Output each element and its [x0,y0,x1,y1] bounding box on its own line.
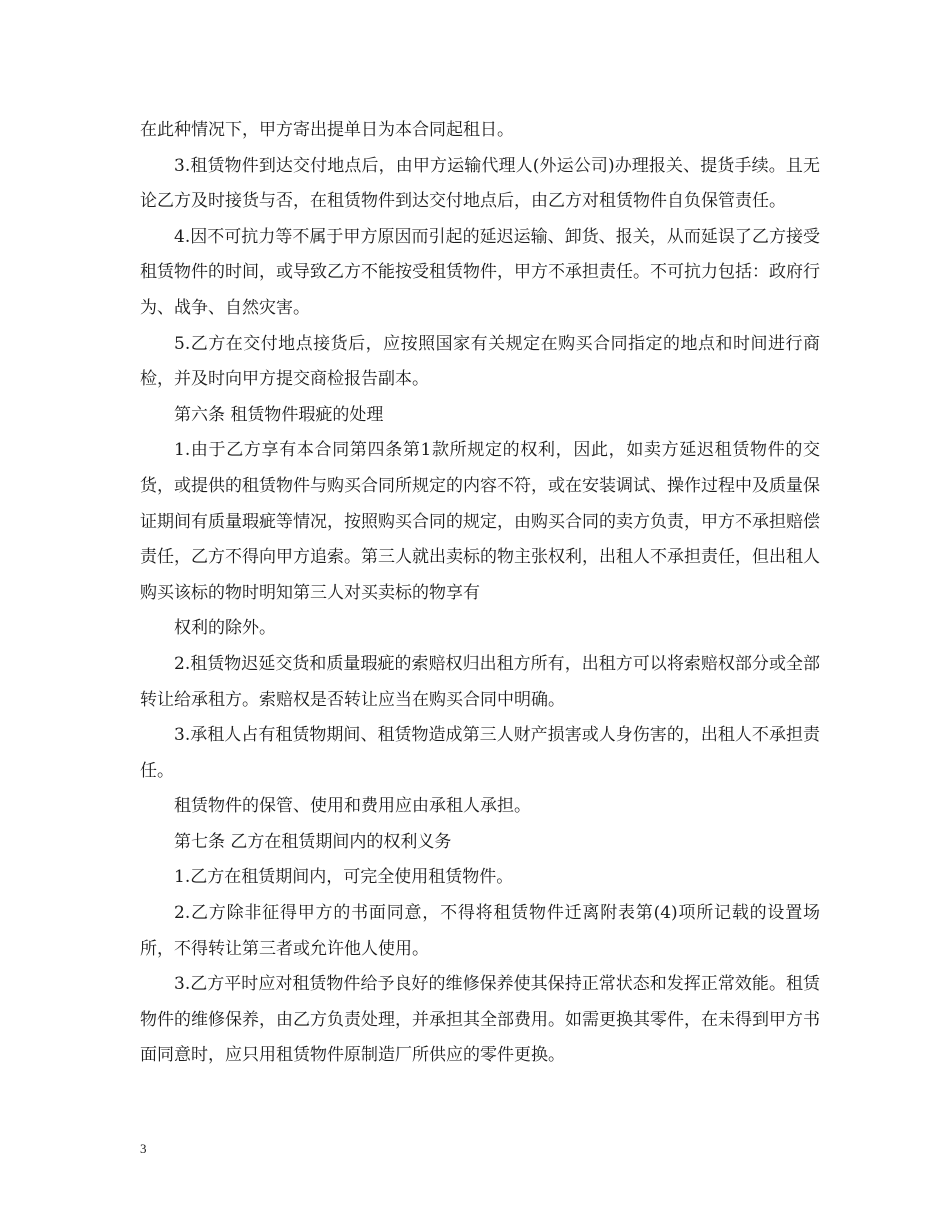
page-number: 3 [140,1141,147,1156]
clause-6-1-tail: 权利的除外。 [174,618,276,639]
clause-5-3: 3.租赁物件到达交付地点后，由甲方运输代理人(外运公司)办理报关、提货手续。且无论乙方及时接货与否，在租赁物件到达交付地点后，由乙方对租赁物件自负保管责任。 [140,155,820,212]
clause-7-3: 3.乙方平时应对租赁物件给予良好的维修保养使其保持正常状态和发挥正常效能。租赁物件的维修保养，由乙方负责处理，并承担其全部费用。如需更换其零件，在未得到甲方书面同意时，应只用租赁物件原制造厂所供应的零件更换。 [140,974,820,1066]
clause-5-5: 5.乙方在交付地点接货后，应按照国家有关规定在购买合同指定的地点和时间进行商检，并及时向甲方提交商检报告副本。 [140,333,820,390]
paragraph-continuation: 在此种情况下，甲方寄出提单日为本合同起租日。 [140,120,514,140]
clause-6-1: 1.由于乙方享有本合同第四条第1款所规定的权利，因此，如卖方延迟租赁物件的交货，或提供的租赁物件与购买合同所规定的内容不符，或在安装调试、操作过程中及质量保证期间有质量瑕疵等情况，按照购买合同的规定，由购买合同的卖方负责，甲方不承担赔偿责任，乙方不得向甲方追索。第三人就出卖标的物主张权利，出租人不承担责任，但出租人购买该标的物时明知第三人对买卖标的物享有 [140,440,820,603]
clause-7-2: 2.乙方除非征得甲方的书面同意，不得将租赁物件迁离附表第(4)项所记载的设置场所，不得转让第三者或允许他人使用。 [140,903,820,959]
document-body [140,113,820,1074]
clause-6-2: 2.租赁物迟延交货和质量瑕疵的索赔权归出租方所有，出租方可以将索赔权部分或全部转让给承租方。索赔权是否转让应当在购买合同中明确。 [140,653,820,710]
clause-6-note: 租赁物件的保管、使用和费用应由承租人承担。 [174,796,531,817]
clause-6-3: 3.承租人占有租赁物期间、租赁物造成第三人财产损害或人身伤害的，出租人不承担责任。 [140,725,820,781]
article-6-heading: 第六条 租赁物件瑕疵的处理 [174,404,384,425]
clause-7-1: 1.乙方在租赁期间内，可完全使用租赁物件。 [174,867,514,888]
article-7-heading: 第七条 乙方在租赁期间内的权利义务 [174,831,452,852]
clause-5-4: 4.因不可抗力等不属于甲方原因而引起的延迟运输、卸货、报关，从而延误了乙方接受租赁物件的时间，或导致乙方不能按受租赁物件，甲方不承担责任。不可抗力包括：政府行为、战争、自然灾害。 [140,226,820,318]
